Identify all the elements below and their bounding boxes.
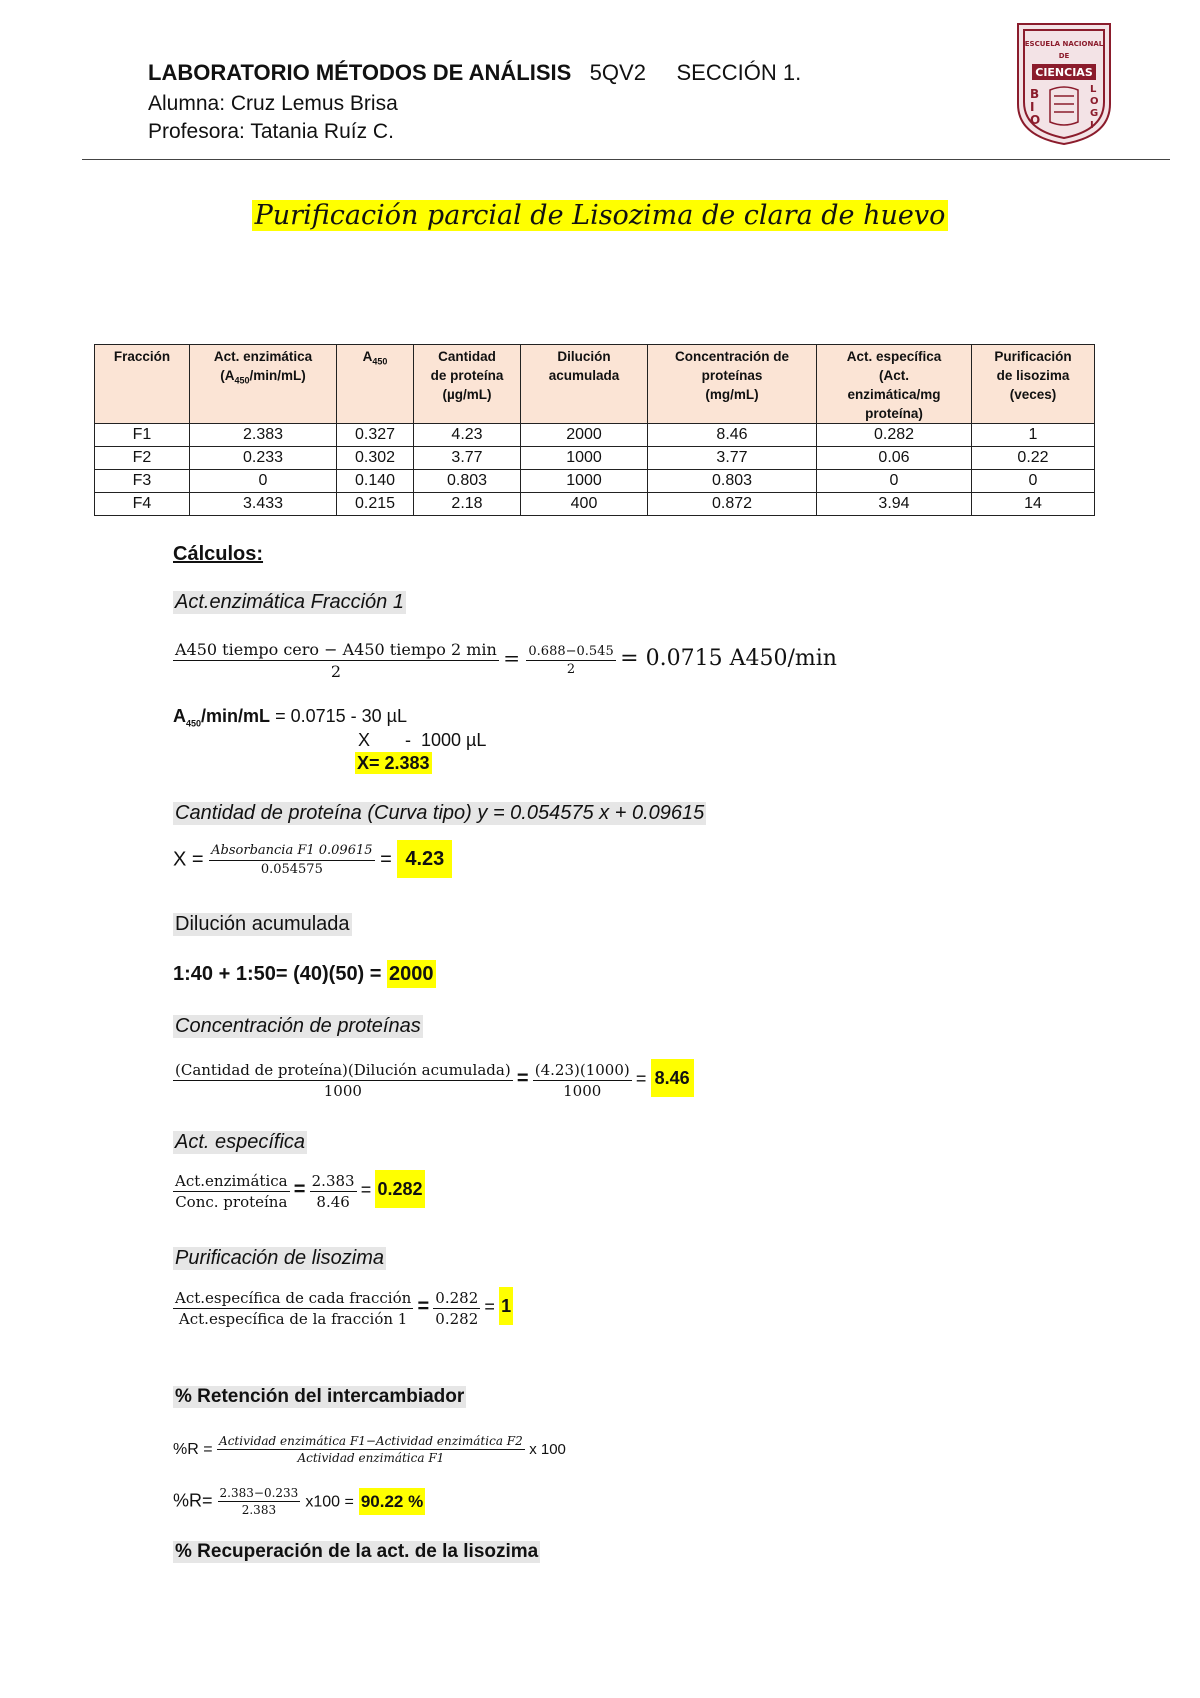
group-code: 5QV2: [589, 60, 646, 85]
document-title-wrap: [0, 200, 1200, 231]
retention-title: % Retención del intercambiador: [175, 1386, 465, 1407]
table-row: [95, 470, 1095, 493]
col-header-purificacion: Purificación de lisozima (veces): [972, 345, 1095, 424]
table-cell: 0: [972, 470, 1095, 493]
act-enz-fraction-text: $\frac{\text{A450 tiempo cero − A450 tiempo 2 min}}{2}$: [175, 640, 497, 682]
table-cell: 0.215: [337, 493, 414, 516]
concentration-result: 8.46: [651, 1059, 694, 1097]
table-cell: F3: [95, 470, 190, 493]
table-row: [95, 493, 1095, 516]
svg-text:I: I: [1030, 100, 1035, 114]
svg-text:B: B: [1030, 87, 1040, 101]
protein-formula: X = $\frac{\text{Absorbancia F1 0.09615}}{0.054575}$ = 4.23: [173, 843, 452, 877]
purification-fraction-values: $\frac{0.282}{0.282}$: [435, 1289, 479, 1328]
retention-result: 90.22 %: [359, 1488, 425, 1515]
specific-result: 0.282: [375, 1170, 424, 1208]
dilution-title: Dilución acumulada: [175, 913, 350, 935]
student-line: [148, 92, 398, 116]
table-cell: 14: [972, 493, 1095, 516]
svg-text:L: L: [1090, 84, 1097, 95]
act-enz-line1: $A_{450}/\min/mL = 0.0715 - 30$ µL: [173, 706, 408, 729]
header-divider: [82, 159, 1170, 160]
school-seal-logo: [1010, 18, 1118, 146]
section-label: SECCIÓN 1.: [676, 60, 802, 85]
table-cell: 2.383: [190, 424, 337, 447]
table-cell: 8.46: [648, 424, 817, 447]
results-table: [94, 344, 1095, 516]
recovery-title: % Recuperación de la act. de la lisozima: [175, 1541, 539, 1562]
concentration-formula: $\frac{\text{(Cantidad de proteína)(Dilución acumulada)}}{1000}$ = $\frac{(4.23)(1000)}{1000}$ = 8.46: [173, 1061, 694, 1100]
act-enz-formula: $\frac{\text{A450 tiempo cero − A450 tiempo 2 min}}{2}$ = $\frac{0.688-0.545}{2}$ = 0.0715 A450/min: [175, 640, 837, 682]
table-cell: 3.94: [817, 493, 972, 516]
table-cell: 0.06: [817, 447, 972, 470]
table-cell: 0.22: [972, 447, 1095, 470]
svg-text:G: G: [1090, 108, 1099, 119]
table-row: [95, 447, 1095, 470]
table-cell: 4.23: [414, 424, 521, 447]
col-header-fraccion: Fracción: [95, 345, 190, 424]
act-enz-fraction-values: $\frac{0.688-0.545}{2}$: [528, 643, 614, 678]
table-cell: 3.433: [190, 493, 337, 516]
dilution-result: 2000: [387, 960, 436, 988]
svg-text:DE: DE: [1058, 52, 1070, 60]
protein-title: Cantidad de proteína (Curva tipo) y = 0.054575 x + 0.09615: [175, 802, 705, 824]
teacher-line: [148, 120, 394, 144]
teacher-label: Profesora:: [148, 120, 245, 143]
table-cell: 2.18: [414, 493, 521, 516]
protein-fraction: $\frac{\text{Absorbancia F1 0.09615}}{0.054575}$: [211, 843, 373, 877]
student-label: Alumna:: [148, 92, 226, 115]
table-cell: 0.872: [648, 493, 817, 516]
purification-result: 1: [499, 1287, 513, 1325]
table-cell: 400: [521, 493, 648, 516]
table-cell: F4: [95, 493, 190, 516]
svg-text:CIENCIAS: CIENCIAS: [1035, 66, 1093, 79]
col-header-act-enzimatica: Act. enzimática $(A_{450}/\min/mL)$: [190, 345, 337, 424]
table-header-row: [95, 345, 1095, 424]
purification-fraction: $\frac{\text{Act.específica de cada fracción}}{\text{Act.específica de la fracción 1}}$: [175, 1289, 412, 1328]
act-enz-line3: X= 2.383: [357, 753, 430, 773]
concentration-fraction-values: $\frac{(4.23)(1000)}{1000}$: [534, 1061, 630, 1100]
table-cell: 0.302: [337, 447, 414, 470]
table-cell: 0.233: [190, 447, 337, 470]
svg-text:I: I: [1090, 120, 1094, 131]
svg-text:O: O: [1030, 113, 1041, 127]
svg-text:ESCUELA NACIONAL: ESCUELA NACIONAL: [1024, 40, 1104, 48]
retention-formula: %R = $\frac{\text{Actividad enzimática F1−Actividad enzimática F2}}{\text{Actividad enzimática F1}}$ x 100: [173, 1434, 566, 1466]
protein-result: 4.23: [397, 840, 452, 878]
table-cell: 1000: [521, 470, 648, 493]
table-cell: 0.327: [337, 424, 414, 447]
table-cell: 0.140: [337, 470, 414, 493]
col-header-concentracion: Concentración de proteínas (mg/mL): [648, 345, 817, 424]
table-cell: 3.77: [414, 447, 521, 470]
table-cell: 0.803: [414, 470, 521, 493]
col-header-dilucion: Dilución acumulada: [521, 345, 648, 424]
table-cell: 0: [817, 470, 972, 493]
specific-fraction: $\frac{\text{Act.enzimática}}{\text{Conc. proteína}}$: [175, 1172, 288, 1211]
specific-formula: $\frac{\text{Act.enzimática}}{\text{Conc. proteína}}$ = $\frac{2.383}{8.46}$ = 0.282: [175, 1172, 423, 1211]
table-cell: 3.77: [648, 447, 817, 470]
table-cell: 1000: [521, 447, 648, 470]
header-title-line: [148, 60, 801, 86]
specific-title: Act. específica: [175, 1131, 306, 1153]
document-title: Purificación parcial de Lisozima de clara de huevo: [252, 200, 949, 231]
student-name: Cruz Lemus Brisa: [230, 92, 398, 115]
table-cell: 0: [190, 470, 337, 493]
retention-values: %R= $\frac{2.383-0.233}{2.383}$ x100 = 90.22 %: [173, 1486, 424, 1518]
retention-fraction: $\frac{\text{Actividad enzimática F1−Actividad enzimática F2}}{\text{Actividad enzimática F1}}$: [219, 1434, 523, 1466]
table-cell: F2: [95, 447, 190, 470]
teacher-name: Tatania Ruíz C.: [250, 120, 394, 143]
col-header-cantidad-proteina: Cantidad de proteína (µg/mL): [414, 345, 521, 424]
purification-formula: $\frac{\text{Act.específica de cada fracción}}{\text{Act.específica de la fracción 1}}$ = $\frac{0.282}{0.282}$ = 1: [175, 1289, 512, 1328]
retention-fraction-values: $\frac{2.383-0.233}{2.383}$: [219, 1486, 299, 1518]
specific-fraction-values: $\frac{2.383}{8.46}$: [311, 1172, 355, 1211]
concentration-fraction: $\frac{\text{(Cantidad de proteína)(Dilución acumulada)}}{1000}$: [175, 1061, 511, 1100]
calculations-heading: Cálculos:: [173, 543, 264, 565]
concentration-title: Concentración de proteínas: [175, 1015, 421, 1037]
act-enz-title: Act.enzimática Fracción 1: [175, 591, 404, 613]
table-cell: F1: [95, 424, 190, 447]
purification-title: Purificación de lisozima: [175, 1247, 384, 1269]
act-enz-line2: X - 1000 µL: [358, 730, 487, 750]
act-enz-result: = 0.0715 A450/min: [620, 645, 837, 671]
col-header-a450: $A_{450}$: [337, 345, 414, 424]
table-row: [95, 424, 1095, 447]
svg-text:O: O: [1090, 96, 1099, 107]
table-cell: 1: [972, 424, 1095, 447]
table-cell: 0.803: [648, 470, 817, 493]
table-cell: 0.282: [817, 424, 972, 447]
col-header-act-especifica: Act. específica (Act. enzimática/mg proteína): [817, 345, 972, 424]
table-cell: 2000: [521, 424, 648, 447]
dilution-formula: 1:40 + 1:50= (40)(50) = 2000: [173, 963, 436, 986]
lab-title: LABORATORIO MÉTODOS DE ANÁLISIS: [148, 60, 572, 85]
